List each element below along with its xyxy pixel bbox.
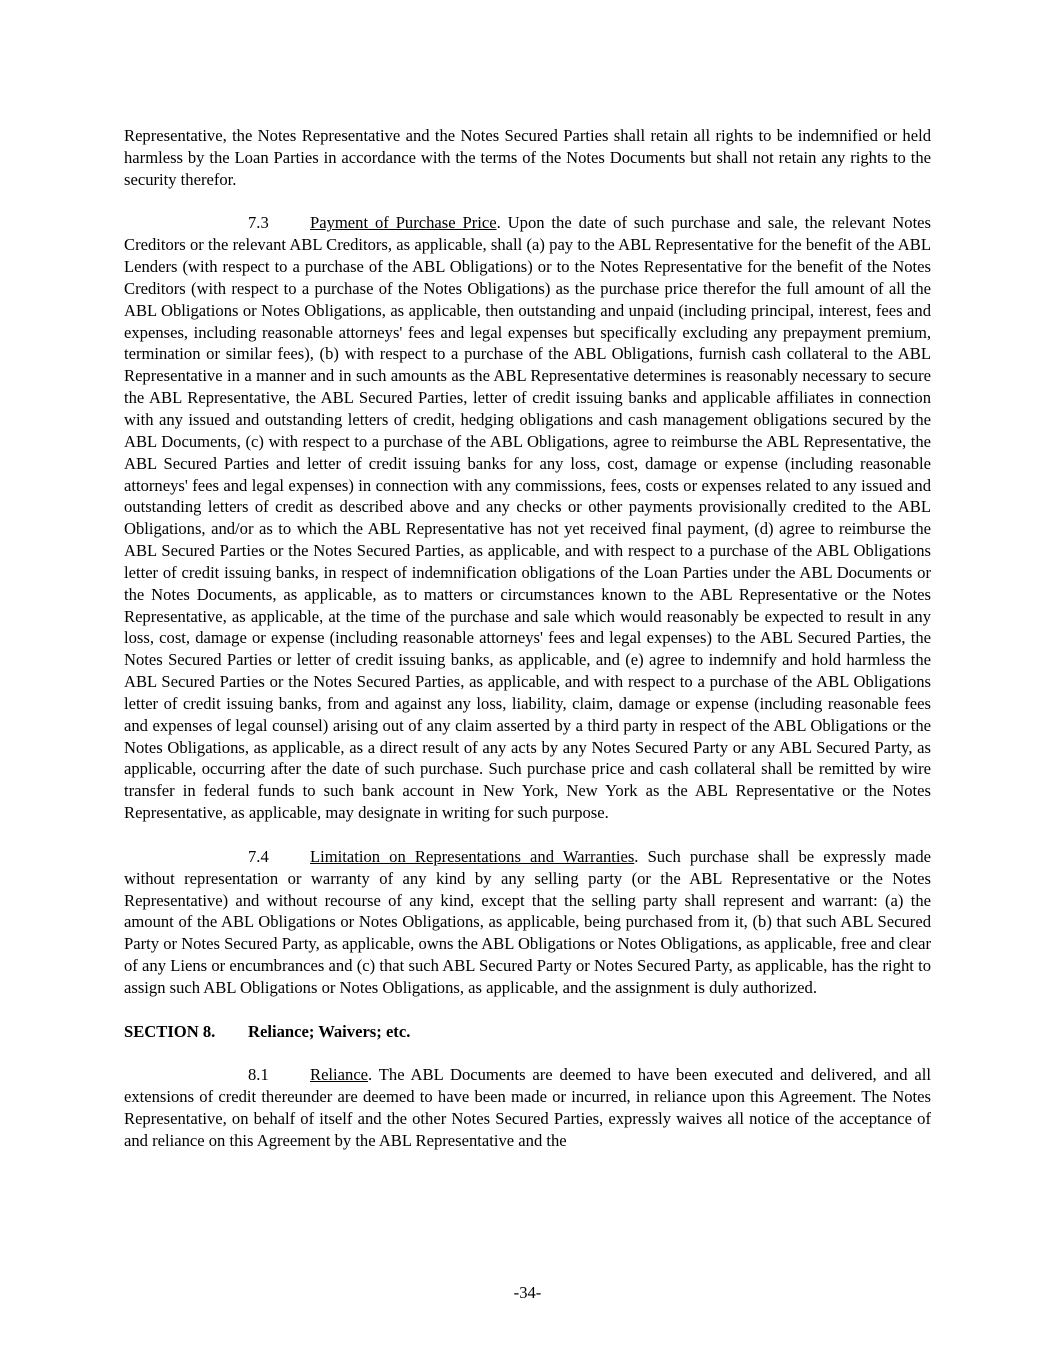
section-7-3-paragraph [124, 212, 931, 824]
section-8-1-body: . The ABL Documents are deemed to have been executed and delivered, and all extensions of credit thereunder are deemed to have been made or incurred, in reliance upon this Agreement. The Notes Representative, on behalf of itself and the other Notes Secured Parties, expressly waives all notice of the acceptance of and reliance on this Agreement by the ABL Representative and the [124, 1065, 931, 1150]
document-page [124, 125, 931, 1152]
section-7-4-body: . Such purchase shall be expressly made without representation or warranty of any kind by any selling party (or the ABL Representative or the Notes Representative) and without recourse of any kind, except that the selling party shall represent and warrant: (a) the amount of the ABL Obligations or Notes Obligations, as applicable, being purchased from it, (b) that such ABL Secured Party or Notes Secured Party, as applicable, owns the ABL Obligations or Notes Obligations, as applicable, free and clear of any Liens or encumbrances and (c) that such ABL Secured Party or Notes Secured Party, as applicable, has the right to assign such ABL Obligations or Notes Obligations, as applicable, and the assignment is duly authorized. [124, 846, 931, 997]
section-8-1-number: 8.1 [248, 1065, 269, 1085]
continuation-paragraph: Representative, the Notes Representative and the Notes Secured Parties shall retain all rights to be indemnified or held harmless by the Loan Parties in accordance with the terms of the Notes Documents but shall not retain any rights to the security therefor. [124, 126, 931, 189]
page-number: -34- [513, 1283, 542, 1302]
section-8-number: SECTION 8. [124, 1021, 216, 1041]
section-7-4-paragraph [124, 846, 931, 999]
section-7-3-title: Payment of Purchase Price [310, 213, 497, 233]
section-8-1-title: Reliance [310, 1065, 369, 1085]
section-7-3-number: 7.3 [248, 213, 269, 233]
section-7-3-body: . Upon the date of such purchase and sale, the relevant Notes Creditors or the relevant ABL Creditors, as applicable, shall (a) pay to the ABL Representative for the benefit of the ABL Lenders (with respect to a purchase of the ABL Obligations) or to the Notes Representative for the benefit of the Notes Creditors (with respect to a purchase of the Notes Obligations) as the purchase price therefor the full amount of all the ABL Obligations or Notes Obligations, as applicable, then outstanding and unpaid (including principal, interest, fees and expenses, including reasonable attorneys' fees and legal expenses but specifically excluding any prepayment premium, termination or similar fees), (b) with respect to a purchase of the ABL Obligations, furnish cash collateral to the ABL Representative in a manner and in such amounts as the ABL Representative determines is reasonably necessary to secure the ABL Representative, the ABL Secured Parties, letter of credit issuing banks and applicable affiliates in connection with any issued and outstanding letters of credit, hedging obligations and cash management obligations secured by the ABL Documents, (c) with respect to a purchase of the ABL Obligations, agree to reimburse the ABL Representative, the ABL Secured Parties and letter of credit issuing banks for any loss, cost, damage or expense (including reasonable attorneys' fees and legal expenses) in connection with any commissions, fees, costs or expenses related to any issued and outstanding letters of credit as described above and any checks or other payments provisionally credited to the ABL Obligations, and/or as to which the ABL Representative has not yet received final payment, (d) agree to reimburse the ABL Secured Parties or the Notes Secured Parties, as applicable, and with respect to a purchase of the ABL Obligations letter of credit issuing banks, in respect of indemnification obligations of the Loan Parties under the ABL Documents or the Notes Documents, as applicable, as to matters or circumstances known to the ABL Representative or the Notes Representative, as applicable, at the time of the purchase and sale which would reasonably be expected to result in any loss, cost, damage or expense (including reasonable attorneys' fees and legal expenses) to the ABL Secured Parties, the Notes Secured Parties or letter of credit issuing banks, as applicable, and (e) agree to indemnify and hold harmless the ABL Secured Parties or the Notes Secured Parties, as applicable, and with respect to a purchase of the ABL Obligations letter of credit issuing banks, from and against any loss, liability, claim, damage or expense (including reasonable fees and expenses of legal counsel) arising out of any claim asserted by a third party in respect of the ABL Obligations or the Notes Obligations, as applicable, as a direct result of any acts by any Notes Secured Party or any ABL Secured Party, as applicable, occurring after the date of such purchase. Such purchase price and cash collateral shall be remitted by wire transfer in federal funds to such bank account in New York, New York as the ABL Representative or the Notes Representative, as applicable, may designate in writing for such purpose. [124, 213, 931, 823]
section-8-title: Reliance; Waivers; etc. [248, 1021, 411, 1041]
section-8-heading [124, 1021, 931, 1043]
section-7-4-number: 7.4 [248, 846, 269, 866]
section-7-4-title: Limitation on Representations and Warranties [310, 846, 635, 866]
section-8-1-paragraph [124, 1064, 931, 1151]
